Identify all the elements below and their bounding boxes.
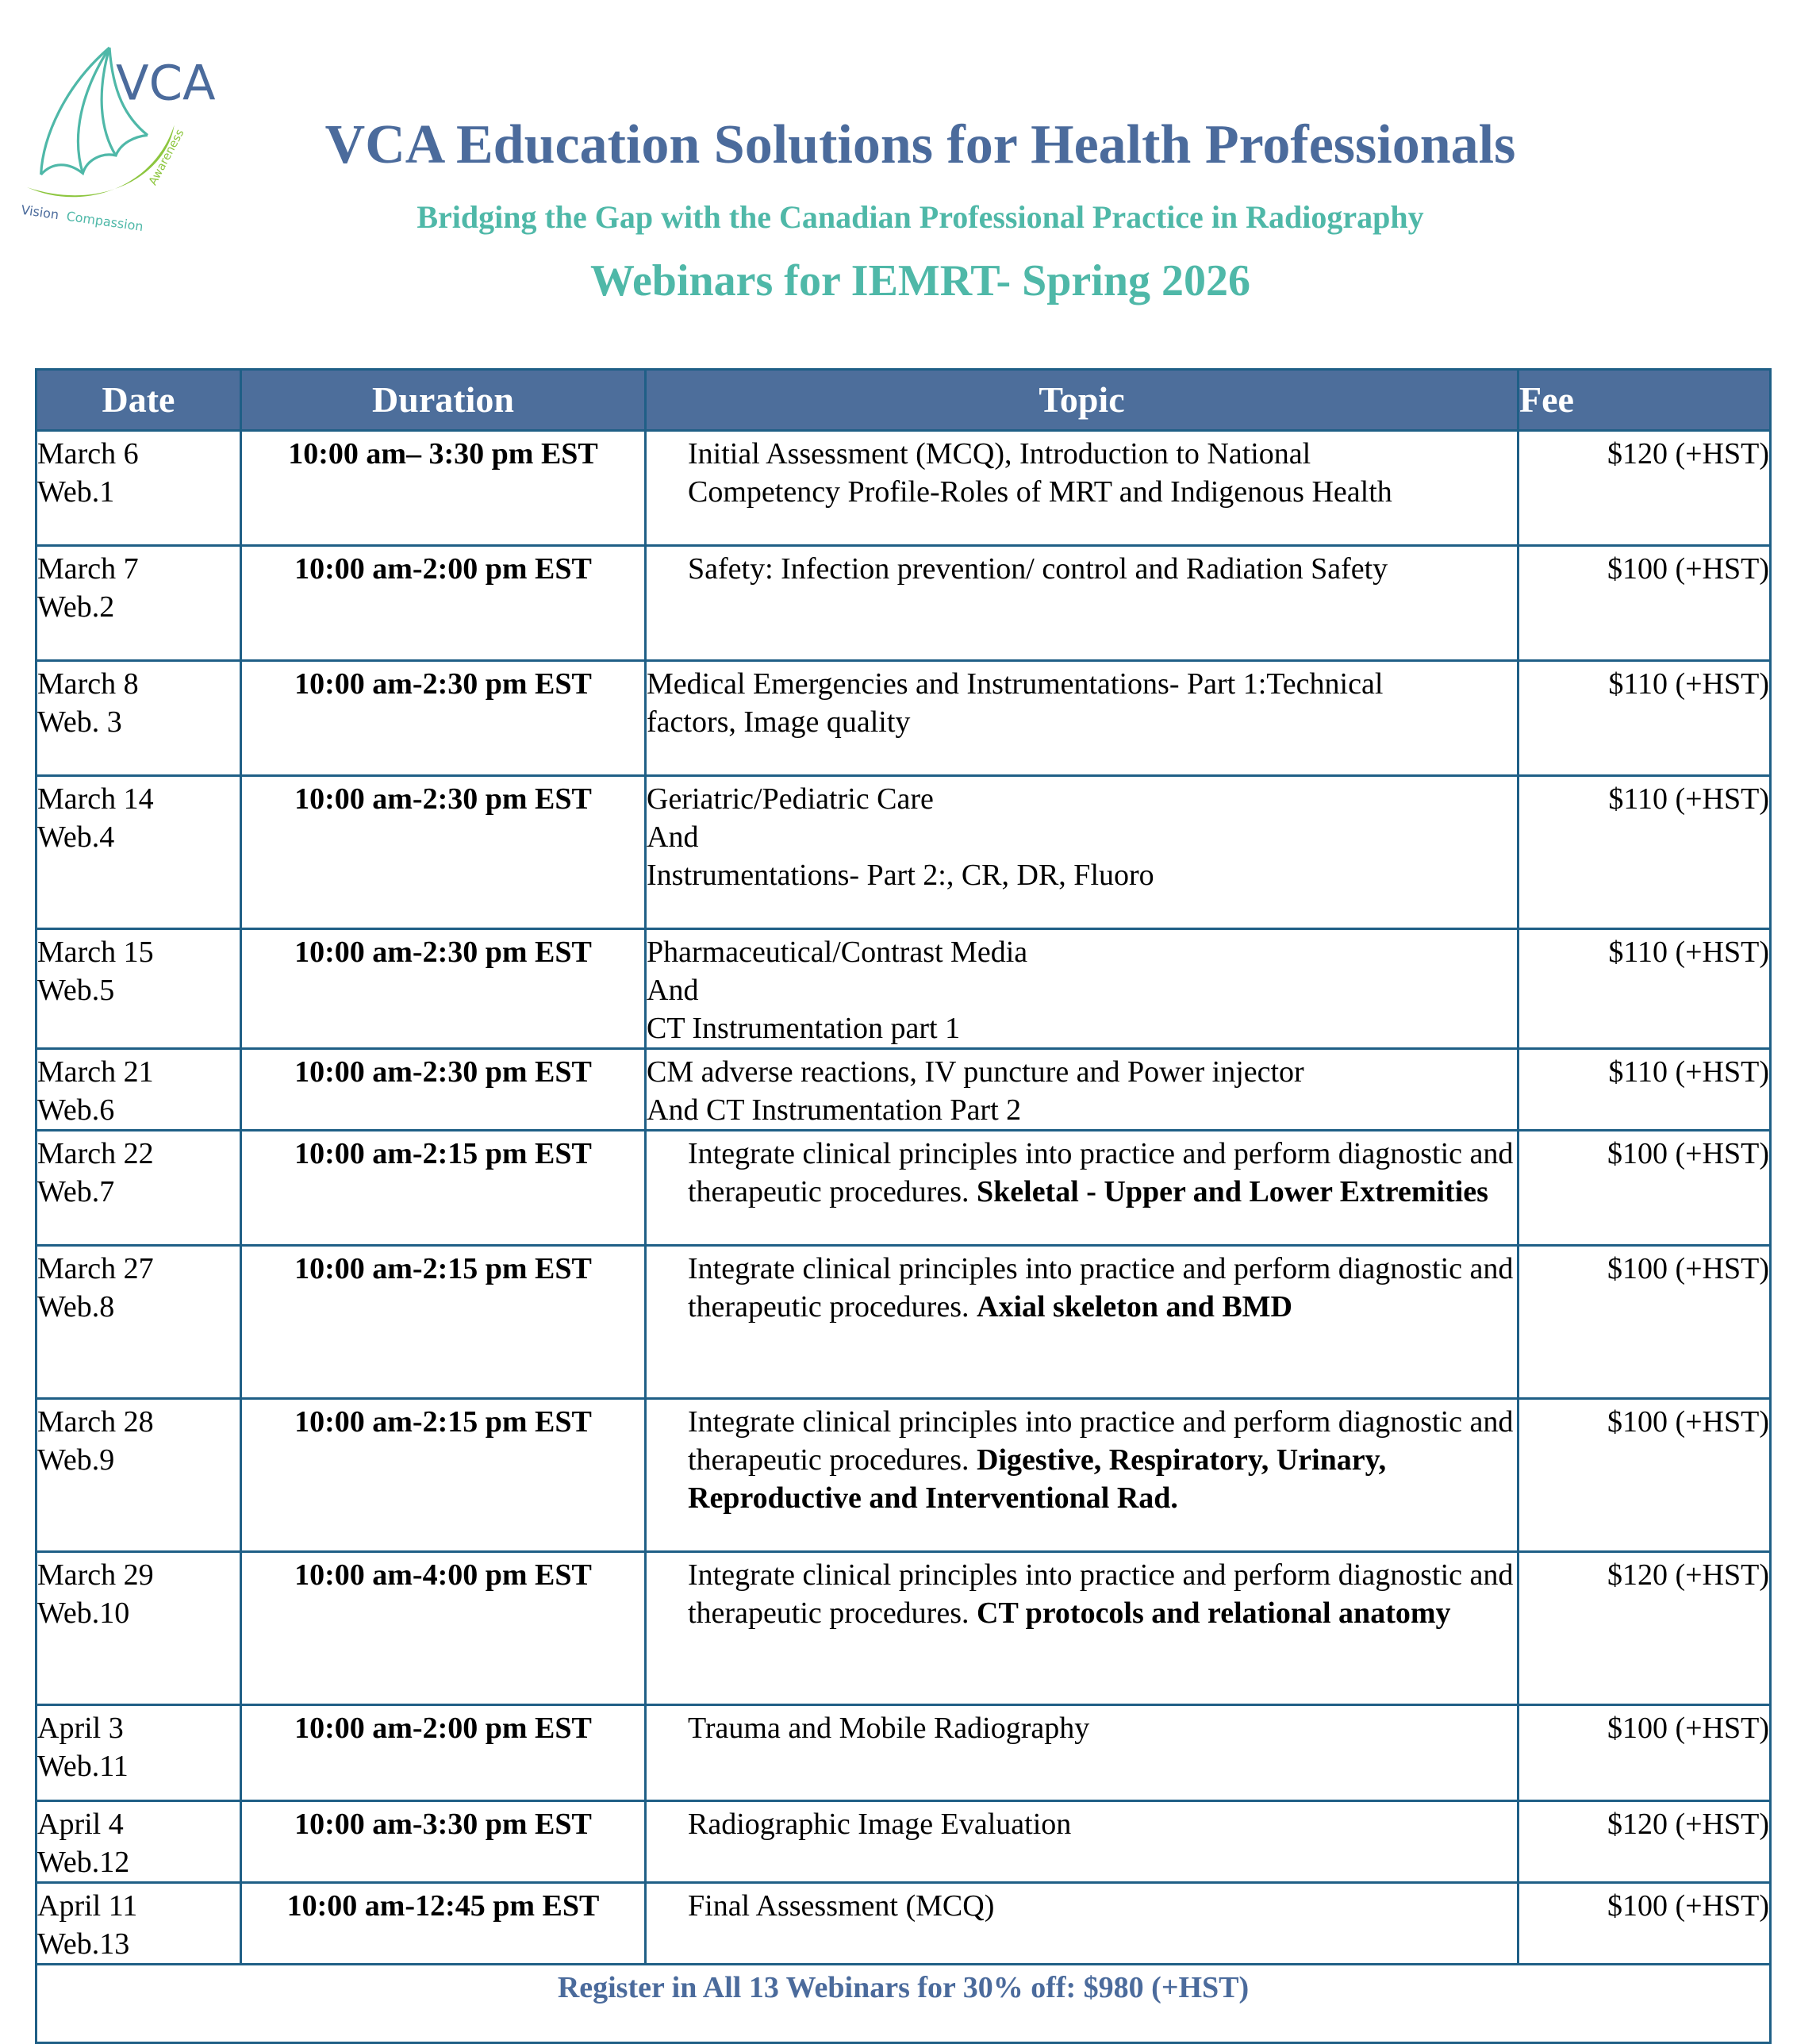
topic-intro: Integrate clinical principles into practice and perform diagnostic and therapeutic procedures. — [688, 1252, 1514, 1324]
topic-line: CT Instrumentation part 1 — [647, 1012, 961, 1045]
fee-cell: $100 (+HST) — [1518, 1246, 1771, 1399]
duration-cell: 10:00 am-2:15 pm EST — [241, 1131, 646, 1246]
topic-line: Initial Assessment (MCQ), Introduction to National — [688, 437, 1311, 471]
fee-cell: $120 (+HST) — [1518, 1552, 1771, 1705]
duration-cell: 10:00 am-2:30 pm EST — [241, 776, 646, 929]
table-header-row — [36, 370, 1771, 431]
webinar-date: March 28 — [37, 1405, 154, 1439]
webinar-date: April 4 — [37, 1808, 124, 1841]
webinar-number: Web.2 — [37, 590, 115, 624]
duration-cell: 10:00 am– 3:30 pm EST — [241, 431, 646, 546]
duration-cell: 10:00 am-2:30 pm EST — [241, 1049, 646, 1131]
table-row — [36, 1399, 1771, 1552]
fee-cell: $110 (+HST) — [1518, 661, 1771, 776]
table-row — [36, 1131, 1771, 1246]
duration-cell: 10:00 am-2:15 pm EST — [241, 1246, 646, 1399]
topic-cell — [646, 1552, 1518, 1705]
logo-tagline-awareness: Awareness — [147, 127, 187, 188]
duration-cell: 10:00 am-3:30 pm EST — [241, 1801, 646, 1883]
duration-cell: 10:00 am-2:30 pm EST — [241, 929, 646, 1049]
date-cell — [36, 546, 241, 661]
table-row — [36, 431, 1771, 546]
fee-cell: $110 (+HST) — [1518, 1049, 1771, 1131]
duration-cell: 10:00 am-4:00 pm EST — [241, 1552, 646, 1705]
webinar-number: Web.6 — [37, 1093, 115, 1127]
logo-wordmark: VCA — [116, 56, 216, 112]
table-row — [36, 1049, 1771, 1131]
duration-cell: 10:00 am-2:00 pm EST — [241, 1705, 646, 1801]
topic-line: Trauma and Mobile Radiography — [688, 1712, 1090, 1745]
topic-line: Safety: Infection prevention/ control and Radiation Safety — [688, 552, 1388, 586]
webinar-number: Web.4 — [37, 820, 115, 854]
table-row — [36, 1552, 1771, 1705]
duration-cell: 10:00 am-2:15 pm EST — [241, 1399, 646, 1552]
topic-cell — [646, 1801, 1518, 1883]
column-header-duration: Duration — [241, 370, 646, 431]
topic-line: Final Assessment (MCQ) — [688, 1889, 995, 1923]
webinar-number: Web. 3 — [37, 705, 122, 739]
register-all-offer: Register in All 13 Webinars for 30% off: $980 (+HST) — [36, 1965, 1771, 2043]
webinar-date: March 27 — [37, 1252, 154, 1285]
page-title: VCA Education Solutions for Health Professionals — [324, 114, 1516, 175]
fee-cell: $100 (+HST) — [1518, 546, 1771, 661]
logo-tagline-compassion: Compassion — [65, 208, 144, 235]
column-header-date: Date — [36, 370, 241, 431]
topic-cell — [646, 1246, 1518, 1399]
topic-cell — [646, 546, 1518, 661]
date-cell — [36, 929, 241, 1049]
webinar-number: Web.9 — [37, 1443, 115, 1477]
topic-line: And — [647, 974, 699, 1007]
webinar-date: March 15 — [37, 936, 154, 969]
topic-cell — [646, 1131, 1518, 1246]
duration-cell: 10:00 am-2:30 pm EST — [241, 661, 646, 776]
duration-cell: 10:00 am-2:00 pm EST — [241, 546, 646, 661]
vca-logo — [8, 11, 262, 249]
webinar-date: March 22 — [37, 1137, 154, 1170]
topic-line: Radiographic Image Evaluation — [688, 1808, 1072, 1841]
fee-cell: $110 (+HST) — [1518, 929, 1771, 1049]
topic-line: And CT Instrumentation Part 2 — [647, 1093, 1022, 1127]
topic-line: Geriatric/Pediatric Care — [647, 782, 934, 816]
fee-cell: $120 (+HST) — [1518, 1801, 1771, 1883]
webinar-number: Web.10 — [37, 1596, 130, 1630]
topic-intro: Integrate clinical principles into practice and perform diagnostic and therapeutic procedures. — [688, 1137, 1514, 1208]
topic-line: Pharmaceutical/Contrast Media — [647, 936, 1028, 969]
date-cell — [36, 1705, 241, 1801]
webinar-number: Web.11 — [37, 1750, 129, 1783]
fee-cell: $100 (+HST) — [1518, 1399, 1771, 1552]
topic-line: factors, Image quality — [647, 705, 911, 739]
page-subtitle: Bridging the Gap with the Canadian Professional Practice in Radiography — [417, 199, 1424, 235]
webinar-number: Web.1 — [37, 475, 115, 509]
duration-cell: 10:00 am-12:45 pm EST — [241, 1883, 646, 1965]
date-cell — [36, 1049, 241, 1131]
topic-cell — [646, 1049, 1518, 1131]
topic-cell — [646, 1399, 1518, 1552]
table-row — [36, 929, 1771, 1049]
date-cell — [36, 1131, 241, 1246]
webinar-date: April 3 — [37, 1712, 124, 1745]
webinar-date: March 29 — [37, 1558, 154, 1592]
topic-line: Medical Emergencies and Instrumentations- Part 1:Technical — [647, 667, 1384, 701]
topic-focus: Digestive, Respiratory, Urinary, Reproductive and Interventional Rad. — [688, 1443, 1387, 1515]
webinar-number: Web.12 — [37, 1846, 130, 1879]
table-row — [36, 776, 1771, 929]
date-cell — [36, 1246, 241, 1399]
topic-line: Competency Profile-Roles of MRT and Indigenous Health — [688, 475, 1392, 509]
table-row — [36, 1705, 1771, 1801]
date-cell — [36, 1552, 241, 1705]
topic-cell — [646, 431, 1518, 546]
season-heading: Webinars for IEMRT- Spring 2026 — [590, 256, 1250, 305]
column-header-topic: Topic — [646, 370, 1518, 431]
topic-cell — [646, 776, 1518, 929]
table-row — [36, 546, 1771, 661]
date-cell — [36, 1883, 241, 1965]
webinar-number: Web.8 — [37, 1290, 115, 1324]
webinar-number: Web.7 — [37, 1175, 115, 1208]
topic-cell — [646, 1883, 1518, 1965]
webinar-schedule-table — [35, 368, 1772, 2044]
table-row — [36, 1246, 1771, 1399]
webinar-date: March 14 — [37, 782, 154, 816]
topic-focus: Skeletal - Upper and Lower Extremities — [977, 1175, 1488, 1208]
fee-cell: $100 (+HST) — [1518, 1705, 1771, 1801]
date-cell — [36, 431, 241, 546]
webinar-date: March 8 — [37, 667, 139, 701]
topic-line: Instrumentations- Part 2:, CR, DR, Fluoro — [647, 859, 1154, 892]
topic-cell — [646, 661, 1518, 776]
date-cell — [36, 1399, 241, 1552]
table-row — [36, 1801, 1771, 1883]
topic-cell — [646, 1705, 1518, 1801]
date-cell — [36, 661, 241, 776]
svg-text:Vision Compassion — [20, 202, 144, 234]
webinar-number: Web.5 — [37, 974, 115, 1007]
topic-line: CM adverse reactions, IV puncture and Power injector — [647, 1055, 1304, 1089]
table-row — [36, 661, 1771, 776]
table-row — [36, 1883, 1771, 1965]
fee-cell: $100 (+HST) — [1518, 1883, 1771, 1965]
webinar-date: March 7 — [37, 552, 139, 586]
webinar-date: March 21 — [37, 1055, 154, 1089]
topic-intro: Integrate clinical principles into practice and perform diagnostic and therapeutic procedures. — [688, 1405, 1514, 1477]
topic-intro: Integrate clinical principles into practice and perform diagnostic and therapeutic procedures. — [688, 1558, 1514, 1630]
fee-cell: $110 (+HST) — [1518, 776, 1771, 929]
topic-focus: CT protocols and relational anatomy — [977, 1596, 1451, 1630]
date-cell — [36, 776, 241, 929]
topic-focus: Axial skeleton and BMD — [977, 1290, 1292, 1324]
column-header-fee: Fee — [1518, 370, 1771, 431]
fee-cell: $120 (+HST) — [1518, 431, 1771, 546]
webinar-number: Web.13 — [37, 1927, 130, 1961]
topic-cell — [646, 929, 1518, 1049]
date-cell — [36, 1801, 241, 1883]
fee-cell: $100 (+HST) — [1518, 1131, 1771, 1246]
topic-line: And — [647, 820, 699, 854]
webinar-date: March 6 — [37, 437, 139, 471]
logo-tagline-vision: Vision — [20, 202, 60, 223]
webinar-date: April 11 — [37, 1889, 138, 1923]
